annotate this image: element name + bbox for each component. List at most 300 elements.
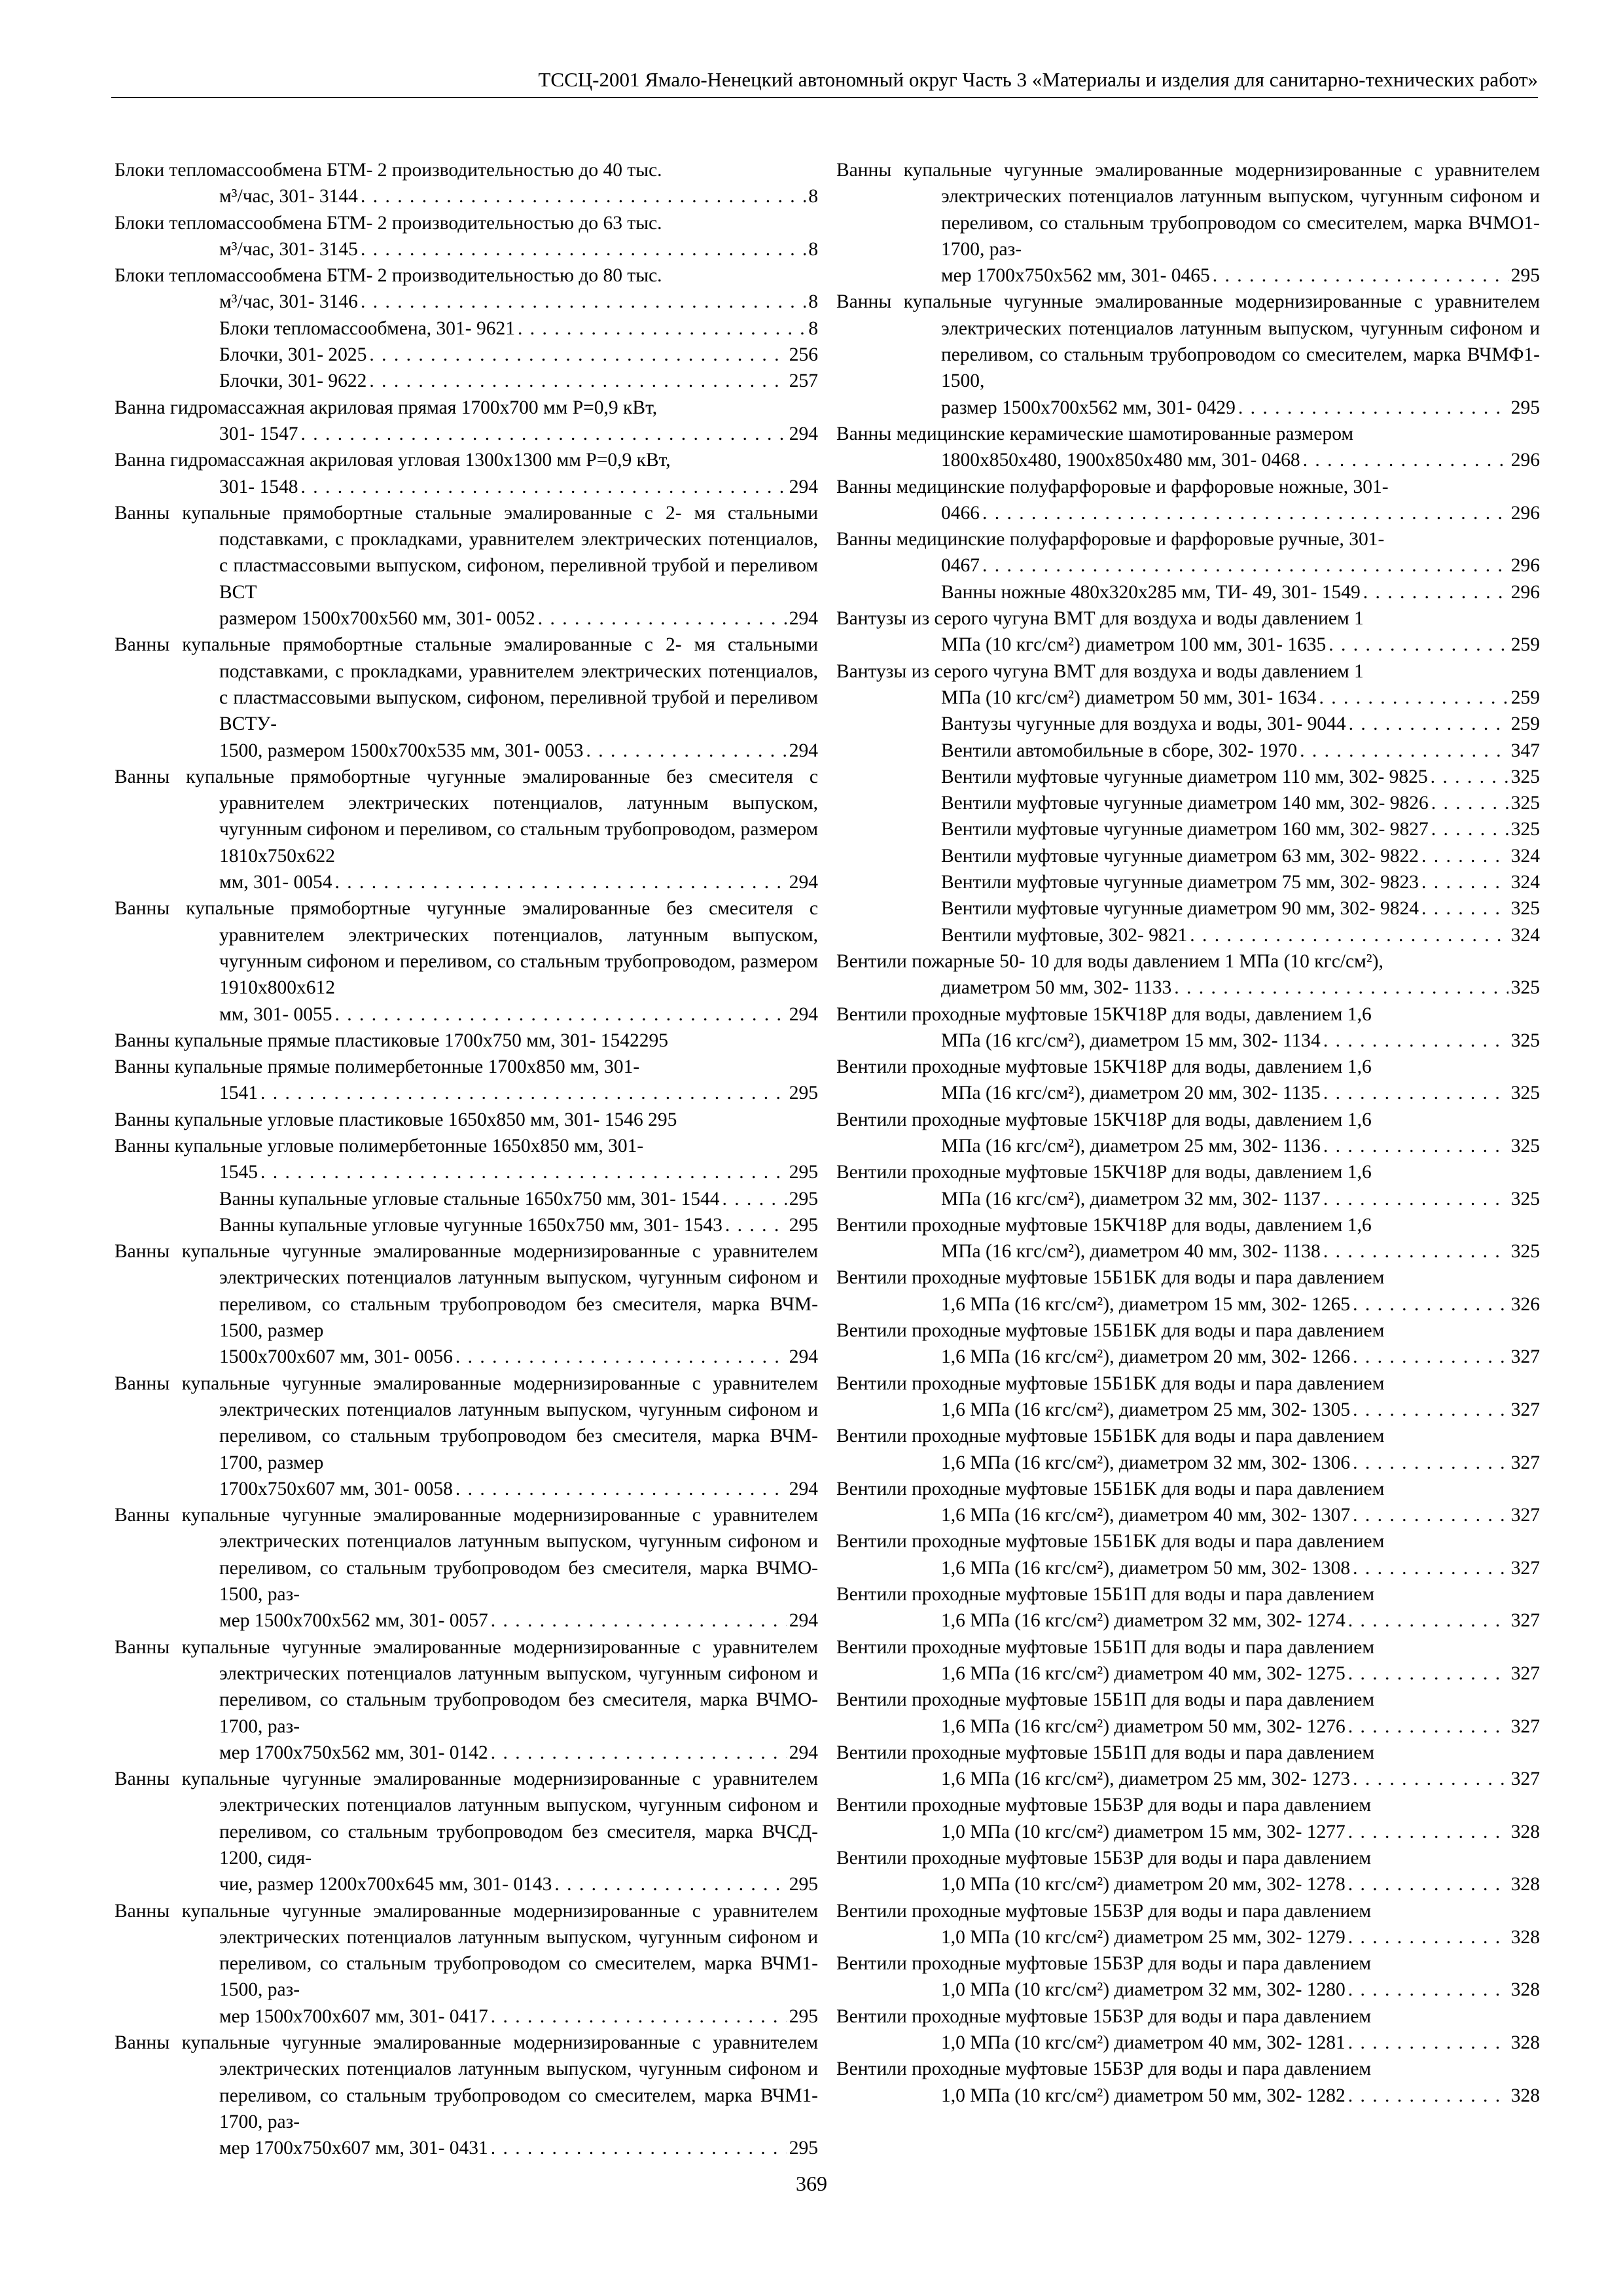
entry-tail-text: 1,6 МПа (16 кгс/см²), диаметром 40 мм, 302- 1307 (941, 1505, 1351, 1526)
entry-text: Ванны купальные чугунные эмалированные модернизированные с уравнителем электрических потенциалов латунным выпуском, чугунным сифоном и переливом, со стальным трубопроводом со смесителем, марка ВЧМ1- 1500, раз- (115, 1900, 818, 2001)
entry-text: Вентили проходные муфтовые 15Б1БК для воды и пара давлением (836, 1426, 1385, 1447)
entry-tail-text: МПа (10 кгс/см²) диаметром 50 мм, 301- 1634 (941, 687, 1317, 708)
entry-tail-line (941, 1291, 1540, 1318)
index-entry (836, 526, 1540, 579)
index-entry (836, 289, 1540, 420)
entry-tail-text: Ванны купальные угловые стальные 1650х750 мм, 301- 1544 (219, 1188, 720, 1210)
index-entry (836, 1423, 1540, 1476)
entry-tail-line (941, 1924, 1540, 1950)
index-entry (115, 447, 818, 500)
index-entry (836, 1740, 1540, 1793)
entry-text: Вентили проходные муфтовые 15КЧ18Р для воды, давлением 1,6 (836, 1003, 1372, 1025)
entry-tail-text: Вантузы чугунные для воздуха и воды, 301- 9044 (941, 713, 1346, 735)
leader-dots (1348, 1977, 1508, 2003)
entry-tail-text: Вентили муфтовые чугунные диаметром 160 мм, 302- 9827 (941, 819, 1429, 840)
index-entry (115, 1212, 818, 1238)
entry-tail-line (941, 395, 1540, 421)
entry-page-number: 294 (789, 423, 818, 444)
entry-tail-line (941, 2083, 1540, 2109)
index-entry (115, 2030, 818, 2161)
entry-page-number: 296 (1510, 450, 1540, 471)
entry-page-number: 328 (1510, 1821, 1540, 1842)
index-entry (836, 843, 1540, 869)
leader-dots (1329, 632, 1508, 658)
entry-page-number: 327 (1510, 1610, 1540, 1632)
entry-tail-text: МПа (16 кгс/см²), диаметром 20 мм, 302- 1135 (941, 1083, 1321, 1104)
leader-dots (1353, 1291, 1508, 1318)
running-header: ТССЦ-2001 Ямало-Ненецкий автономный округ Часть 3 «Материалы и изделия для санитарно-технических работ» (111, 65, 1538, 98)
leader-dots (1431, 764, 1508, 790)
leader-dots (1323, 1028, 1508, 1054)
entry-text: Вентили проходные муфтовые 15КЧ18Р для воды, давлением 1,6 (836, 1109, 1372, 1130)
entry-tail-text: 301- 1548 (219, 476, 298, 497)
leader-dots (1421, 869, 1508, 895)
leader-dots (518, 315, 806, 342)
index-entry (115, 157, 818, 210)
leader-dots (1353, 1555, 1508, 1581)
leader-dots (725, 1212, 787, 1238)
index-entry (836, 1950, 1540, 2003)
entry-tail-line (941, 2030, 1540, 2056)
entry-tail-line (941, 1238, 1540, 1265)
index-entry (836, 1792, 1540, 1845)
entry-page-number: 294 (789, 872, 818, 893)
entry-tail-line (941, 552, 1540, 579)
entry-tail-text: МПа (16 кгс/см²), диаметром 40 мм, 302- 1138 (941, 1241, 1321, 1263)
leader-dots (1319, 685, 1508, 711)
entry-tail-text: 1,0 МПа (10 кгс/см²) диаметром 15 мм, 302- 1277 (941, 1821, 1346, 1842)
entry-page-number: 327 (1510, 1557, 1540, 1579)
entry-tail-text: 1500, размером 1500х700х535 мм, 301- 0053 (219, 740, 584, 761)
entry-page-number: 294 (789, 1003, 818, 1025)
entry-page-number: 295 (1510, 397, 1540, 418)
entry-tail-text: мер 1700х750х562 мм, 301- 0142 (219, 1742, 488, 1763)
index-entry (115, 1133, 818, 1186)
leader-dots (1421, 895, 1508, 922)
entry-page-number: 8 (808, 317, 818, 339)
entry-tail-text: 301- 1547 (219, 423, 298, 444)
entry-tail-line (941, 579, 1540, 605)
entry-text: Ванны купальные чугунные эмалированные модернизированные с уравнителем электрических потенциалов латунным выпуском, чугунным сифоном и переливом, со стальным трубопроводом со смесителем, марка ВЧМФ1- 1500, (836, 291, 1540, 392)
index-entry (115, 315, 818, 342)
entry-tail-text: МПа (16 кгс/см²), диаметром 15 мм, 302- 1134 (941, 1030, 1321, 1051)
entry-text: Ванны купальные прямобортные стальные эмалированные с 2- мя стальными подставками, с прокладками, уравнителем электрических потенциалов, с пластмассовыми выпуском, сифоном, переливной трубой и переливом ВСТУ- (115, 634, 818, 735)
entry-text: Ванна гидромассажная акриловая прямая 1700х700 мм Р=0,9 кВт, (115, 397, 658, 418)
index-entry (836, 1265, 1540, 1318)
leader-dots (1353, 1450, 1508, 1476)
entry-page-number: 325 (1510, 1188, 1540, 1210)
entry-text: Вентили проходные муфтовые 15КЧ18Р для воды, давлением 1,6 (836, 1162, 1372, 1183)
index-entry (836, 1212, 1540, 1265)
index-entry (115, 342, 818, 368)
index-entry (836, 605, 1540, 658)
leader-dots (361, 183, 806, 209)
entry-tail-line (941, 447, 1540, 473)
index-entry (115, 1371, 818, 1502)
leader-dots (1348, 1924, 1508, 1950)
entry-tail-line (941, 1660, 1540, 1687)
leader-dots (1349, 711, 1508, 737)
entry-text: Ванны купальные прямые полимербетонные 1700х850 мм, 301- (115, 1056, 640, 1078)
entry-tail-line (941, 869, 1540, 895)
entry-page-number: 324 (1510, 872, 1540, 893)
entry-page-number: 259 (1510, 634, 1540, 656)
entry-text: Блоки тепломассообмена БТМ- 2 производительностью до 40 тыс. (115, 160, 662, 181)
index-entry (115, 500, 818, 632)
entry-text: Вентили проходные муфтовые 15Б1БК для воды и пара давлением (836, 1320, 1385, 1342)
entry-text: Вентили проходные муфтовые 15Б1БК для воды и пара давлением (836, 1372, 1385, 1394)
entry-page-number: 294 (789, 608, 818, 630)
index-entry (836, 1634, 1540, 1687)
entry-text: Вантузы из серого чугуна ВМТ для воздуха и воды давлением 1 (836, 608, 1364, 630)
index-entry (836, 2056, 1540, 2109)
entry-tail-text: м³/час, 301- 3144 (219, 186, 358, 207)
entry-text: Вентили проходные муфтовые 15Б1БК для воды и пара давлением (836, 1478, 1385, 1499)
entry-tail-line (941, 790, 1540, 816)
entry-tail-line (219, 1212, 818, 1238)
entry-tail-text: 1,0 МПа (10 кгс/см²) диаметром 25 мм, 302- 1279 (941, 1926, 1346, 1948)
leader-dots (1348, 2083, 1508, 2109)
index-entry (836, 1687, 1540, 1740)
entry-tail-line (941, 262, 1540, 289)
entry-text: Вентили проходные муфтовые 15КЧ18Р для воды, давлением 1,6 (836, 1056, 1372, 1078)
entry-tail-line (941, 685, 1540, 711)
leader-dots (1363, 579, 1508, 605)
entry-tail-line (941, 1028, 1540, 1054)
page-number: 369 (796, 2172, 827, 2195)
entry-tail-text: 1700х750х607 мм, 301- 0058 (219, 1478, 453, 1499)
entry-page-number: 294 (789, 1610, 818, 1632)
index-entry (836, 764, 1540, 790)
entry-tail-text: м³/час, 301- 3145 (219, 238, 358, 260)
entry-page-number: 324 (1510, 845, 1540, 867)
entry-tail-line (941, 1819, 1540, 1845)
entry-page-number: 325 (1510, 1241, 1540, 1263)
leader-dots (260, 1080, 787, 1106)
leader-dots (455, 1476, 787, 1502)
entry-tail-line (219, 1740, 818, 1766)
entry-page-number: 326 (1510, 1293, 1540, 1315)
entry-tail-text: 1,6 МПа (16 кгс/см²), диаметром 32 мм, 302- 1306 (941, 1452, 1351, 1473)
entry-text: Ванны купальные прямые пластиковые 1700х750 мм, 301- 1542295 (115, 1030, 668, 1051)
entry-page-number: 325 (1510, 898, 1540, 920)
entry-text: Ванны медицинские керамические шамотированные размером (836, 423, 1354, 444)
index-entry (115, 1766, 818, 1897)
entry-text: Ванны купальные угловые пластиковые 1650х850 мм, 301- 1546 295 (115, 1109, 677, 1130)
entry-tail-text: 1541 (219, 1083, 258, 1104)
entry-page-number: 295 (789, 1214, 818, 1236)
index-entry (115, 1028, 818, 1054)
leader-dots (538, 605, 787, 632)
entry-text: Вентили проходные муфтовые 15Б1БК для воды и пара давлением (836, 1531, 1385, 1552)
entry-tail-line (219, 738, 818, 764)
index-entry (115, 1186, 818, 1212)
entry-tail-text: 1,6 МПа (16 кгс/см²), диаметром 25 мм, 302- 1273 (941, 1768, 1351, 1790)
entry-tail-text: Вентили муфтовые чугунные диаметром 63 мм, 302- 9822 (941, 845, 1419, 867)
entry-text: Вантузы из серого чугуна ВМТ для воздуха и воды давлением 1 (836, 660, 1364, 682)
index-entry (836, 1001, 1540, 1054)
entry-tail-line (219, 869, 818, 895)
entry-text: Вентили проходные муфтовые 15Б1П для воды и пара давлением (836, 1742, 1374, 1763)
entry-tail-text: 1,6 МПа (16 кгс/см²) диаметром 32 мм, 302- 1274 (941, 1610, 1346, 1632)
index-entry (115, 1634, 818, 1766)
entry-tail-text: Вентили муфтовые, 302- 9821 (941, 924, 1188, 946)
entry-text: Ванны купальные чугунные эмалированные модернизированные с уравнителем электрических потенциалов латунным выпуском, чугунным сифоном и переливом, со стальным трубопроводом без смесителя, марка ВЧМ- 1500, размер (115, 1241, 818, 1342)
entry-tail-line (941, 1871, 1540, 1897)
entry-tail-line (941, 1133, 1540, 1159)
entry-tail-line (941, 1450, 1540, 1476)
entry-text: Вентили проходные муфтовые 15Б1П для воды и пара давлением (836, 1636, 1374, 1658)
entry-page-number: 295 (789, 2138, 818, 2159)
entry-tail-text: МПа (16 кгс/см²), диаметром 32 мм, 302- 1137 (941, 1188, 1321, 1210)
entry-tail-text: мм, 301- 0055 (219, 1003, 332, 1025)
leader-dots (982, 500, 1508, 526)
leader-dots (722, 1186, 787, 1212)
entry-page-number: 325 (1510, 977, 1540, 999)
entry-text: Вентили проходные муфтовые 15Б3Р для воды и пара давлением (836, 1848, 1372, 1869)
leader-dots (1348, 1607, 1508, 1634)
index-entry (836, 421, 1540, 474)
index-entry (836, 869, 1540, 895)
entry-page-number: 325 (1510, 766, 1540, 787)
entry-page-number: 294 (789, 476, 818, 497)
entry-page-number: 8 (808, 186, 818, 207)
leader-dots (1323, 1080, 1508, 1106)
index-entry (836, 790, 1540, 816)
entry-tail-text: 1,6 МПа (16 кгс/см²), диаметром 50 мм, 302- 1308 (941, 1557, 1351, 1579)
index-entry (115, 1238, 818, 1370)
entry-tail-line (219, 605, 818, 632)
entry-tail-text: 0467 (941, 555, 980, 577)
entry-text: Ванны медицинские полуфарфоровые и фарфоровые ручные, 301- (836, 529, 1385, 550)
entry-page-number: 295 (789, 1188, 818, 1210)
entry-tail-text: Ванны ножные 480х320х285 мм, ТИ- 49, 301- 1549 (941, 581, 1361, 603)
index-entry (115, 1502, 818, 1634)
leader-dots (260, 1159, 787, 1185)
entry-tail-line (941, 975, 1540, 1001)
entry-text: Вентили проходные муфтовые 15КЧ18Р для воды, давлением 1,6 (836, 1214, 1372, 1236)
entry-tail-line (941, 1080, 1540, 1106)
entry-tail-line (219, 1001, 818, 1028)
index-entry (836, 2003, 1540, 2056)
entry-tail-text: мер 1700х750х607 мм, 301- 0431 (219, 2138, 488, 2159)
entry-tail-line (219, 289, 818, 315)
entry-page-number: 296 (1510, 502, 1540, 524)
entry-page-number: 328 (1510, 2085, 1540, 2106)
entry-tail-line (219, 1476, 818, 1502)
leader-dots (1348, 1871, 1508, 1897)
entry-page-number: 327 (1510, 1505, 1540, 1526)
index-entry (115, 1054, 818, 1107)
entry-page-number: 259 (1510, 687, 1540, 708)
leader-dots (1348, 1819, 1508, 1845)
entry-text: Блоки тепломассообмена БТМ- 2 производительностью до 63 тыс. (115, 212, 662, 234)
entry-page-number: 296 (1510, 581, 1540, 603)
leader-dots (1353, 1344, 1508, 1370)
entry-tail-text: 0466 (941, 502, 980, 524)
leader-dots (1348, 2030, 1508, 2056)
index-entry (115, 764, 818, 895)
entry-text: Вентили пожарные 50- 10 для воды давлением 1 МПа (10 кгс/см²), (836, 950, 1383, 972)
entry-page-number: 294 (789, 1346, 818, 1368)
entry-page-number: 257 (789, 370, 818, 392)
entry-tail-line (219, 1871, 818, 1897)
entry-tail-text: Вентили муфтовые чугунные диаметром 140 мм, 302- 9826 (941, 793, 1429, 814)
entry-tail-text: 1,0 МПа (10 кгс/см²) диаметром 50 мм, 302- 1282 (941, 2085, 1346, 2106)
leader-dots (361, 236, 806, 262)
entry-tail-line (219, 2003, 818, 2030)
entry-page-number: 295 (789, 1874, 818, 1895)
entry-text: Вентили проходные муфтовые 15Б3Р для воды и пара давлением (836, 2058, 1372, 2080)
index-entry (836, 157, 1540, 289)
entry-text: Ванны купальные чугунные эмалированные модернизированные с уравнителем электрических потенциалов латунным выпуском, чугунным сифоном и переливом, со стальным трубопроводом без смесителя, марка ВЧСД- 1200, сидя- (115, 1768, 818, 1869)
entry-tail-text: Вентили муфтовые чугунные диаметром 75 мм, 302- 9823 (941, 872, 1419, 893)
entry-tail-text: Вентили муфтовые чугунные диаметром 90 мм, 302- 9824 (941, 898, 1419, 920)
entry-tail-text: 1500х700х607 мм, 301- 0056 (219, 1346, 453, 1368)
entry-text: Ванны купальные угловые полимербетонные 1650х850 мм, 301- (115, 1135, 644, 1157)
entry-tail-line (941, 1977, 1540, 2003)
entry-tail-line (941, 816, 1540, 842)
entry-tail-line (941, 738, 1540, 764)
entry-tail-line (219, 2135, 818, 2161)
index-entry (836, 474, 1540, 527)
entry-text: Ванны купальные прямобортные чугунные эмалированные без смесителя с уравнителем электрических потенциалов, латунным выпуском, чугунным сифоном и переливом, со стальным трубопроводом, размером 1810х750х622 (115, 766, 818, 867)
entry-tail-line (219, 368, 818, 394)
leader-dots (491, 2003, 787, 2030)
index-entry (836, 948, 1540, 1001)
leader-dots (1348, 1713, 1508, 1740)
leader-dots (1353, 1502, 1508, 1528)
leader-dots (1213, 262, 1508, 289)
entry-tail-text: мер 1500х700х607 мм, 301- 0417 (219, 2005, 488, 2027)
entry-page-number: 8 (808, 291, 818, 313)
leader-dots (491, 1740, 787, 1766)
index-entry (836, 1476, 1540, 1529)
entry-page-number: 328 (1510, 1926, 1540, 1948)
entry-page-number: 295 (1510, 265, 1540, 287)
entry-page-number: 8 (808, 238, 818, 260)
index-entry (115, 395, 818, 448)
leader-dots (361, 289, 806, 315)
leader-dots (1238, 395, 1508, 421)
entry-tail-text: 1800х850х480, 1900х850х480 мм, 301- 0468 (941, 450, 1300, 471)
entry-tail-line (219, 1607, 818, 1634)
entry-tail-text: мер 1500х700х562 мм, 301- 0057 (219, 1610, 488, 1632)
entry-tail-text: размер 1500х700х562 мм, 301- 0429 (941, 397, 1236, 418)
leader-dots (300, 474, 786, 500)
leader-dots (369, 342, 786, 368)
leader-dots (1323, 1133, 1508, 1159)
index-entry (836, 738, 1540, 764)
leader-dots (1421, 843, 1508, 869)
entry-tail-line (219, 474, 818, 500)
index-entry (836, 658, 1540, 711)
leader-dots (586, 738, 786, 764)
entry-tail-text: размером 1500х700х560 мм, 301- 0052 (219, 608, 535, 630)
index-column-right (836, 157, 1540, 2109)
entry-page-number: 259 (1510, 713, 1540, 735)
entry-page-number: 325 (1510, 819, 1540, 840)
entry-tail-line (941, 711, 1540, 737)
entry-tail-text: мм, 301- 0054 (219, 872, 332, 893)
entry-tail-text: 1545 (219, 1162, 258, 1183)
entry-page-number: 295 (789, 1083, 818, 1104)
entry-text: Вентили проходные муфтовые 15Б3Р для воды и пара давлением (836, 1795, 1372, 1816)
index-entry (836, 1054, 1540, 1107)
index-entry (115, 1107, 818, 1133)
entry-tail-line (219, 342, 818, 368)
index-entry (836, 711, 1540, 737)
leader-dots (1323, 1238, 1508, 1265)
entry-tail-text: Блочки, 301- 2025 (219, 344, 367, 366)
entry-page-number: 294 (789, 740, 818, 761)
entry-tail-text: 1,6 МПа (16 кгс/см²), диаметром 25 мм, 302- 1305 (941, 1399, 1351, 1420)
entry-tail-line (941, 500, 1540, 526)
leader-dots (1174, 975, 1508, 1001)
leader-dots (300, 421, 786, 447)
entry-text: Ванны купальные чугунные эмалированные модернизированные с уравнителем электрических потенциалов латунным выпуском, чугунным сифоном и переливом, со стальным трубопроводом со смесителем, марка ВЧМО1- 1700, раз- (836, 160, 1540, 260)
index-entry (836, 1371, 1540, 1424)
entry-tail-text: МПа (10 кгс/см²) диаметром 100 мм, 301- 1635 (941, 634, 1327, 656)
leader-dots (1348, 1660, 1508, 1687)
entry-text: Вентили проходные муфтовые 15Б1П для воды и пара давлением (836, 1584, 1374, 1605)
entry-page-number: 325 (1510, 1030, 1540, 1051)
entry-text: Ванны купальные чугунные эмалированные модернизированные с уравнителем электрических потенциалов латунным выпуском, чугунным сифоном и переливом, со стальным трубопроводом без смесителя, марка ВЧМО- 1500, раз- (115, 1505, 818, 1605)
entry-page-number: 325 (1510, 1083, 1540, 1104)
index-entry (836, 1845, 1540, 1898)
index-entry (836, 1581, 1540, 1634)
entry-tail-text: 1,0 МПа (10 кгс/см²) диаметром 40 мм, 302- 1281 (941, 2032, 1346, 2054)
leader-dots (1353, 1766, 1508, 1792)
entry-page-number: 328 (1510, 1874, 1540, 1895)
leader-dots (1353, 1397, 1508, 1423)
entry-page-number: 328 (1510, 2032, 1540, 2054)
entry-tail-line (219, 1186, 818, 1212)
entry-tail-line (219, 1080, 818, 1106)
entry-tail-line (941, 1713, 1540, 1740)
entry-tail-text: 1,0 МПа (10 кгс/см²) диаметром 32 мм, 302- 1280 (941, 1979, 1346, 2001)
leader-dots (335, 1001, 787, 1028)
entry-text: Ванны купальные чугунные эмалированные модернизированные с уравнителем электрических потенциалов латунным выпуском, чугунным сифоном и переливом, со стальным трубопроводом без смесителя, марка ВЧМ- 1700, размер (115, 1372, 818, 1473)
entry-tail-line (941, 895, 1540, 922)
entry-tail-line (941, 1766, 1540, 1792)
entry-tail-line (941, 922, 1540, 948)
entry-tail-line (941, 1186, 1540, 1212)
entry-tail-line (219, 236, 818, 262)
entry-text: Ванны купальные прямобортные чугунные эмалированные без смесителя с уравнителем электрических потенциалов, латунным выпуском, чугунным сифоном и переливом, со стальным трубопроводом, размером 1910х800х612 (115, 898, 818, 999)
entry-tail-line (941, 1344, 1540, 1370)
entry-page-number: 327 (1510, 1662, 1540, 1684)
index-entry (115, 368, 818, 394)
entry-text: Вентили проходные муфтовые 15Б3Р для воды и пара давлением (836, 1953, 1372, 1975)
entry-text: Ванны купальные чугунные эмалированные модернизированные с уравнителем электрических потенциалов латунным выпуском, чугунным сифоном и переливом, со стальным трубопроводом без смесителя, марка ВЧМО- 1700, раз- (115, 1636, 818, 1737)
entry-page-number: 295 (789, 1162, 818, 1183)
leader-dots (554, 1871, 786, 1897)
entry-text: Блоки тепломассообмена БТМ- 2 производительностью до 80 тыс. (115, 265, 662, 287)
entry-tail-line (219, 315, 818, 342)
entry-tail-text: м³/час, 301- 3146 (219, 291, 358, 313)
leader-dots (982, 552, 1508, 579)
leader-dots (1323, 1186, 1508, 1212)
leader-dots (1431, 790, 1508, 816)
entry-text: Вентили проходные муфтовые 15Б3Р для воды и пара давлением (836, 1900, 1372, 1922)
leader-dots (1431, 816, 1508, 842)
entry-page-number: 347 (1510, 740, 1540, 761)
index-entry (836, 1107, 1540, 1160)
leader-dots (1190, 922, 1508, 948)
leader-dots (335, 869, 787, 895)
entry-page-number: 327 (1510, 1452, 1540, 1473)
